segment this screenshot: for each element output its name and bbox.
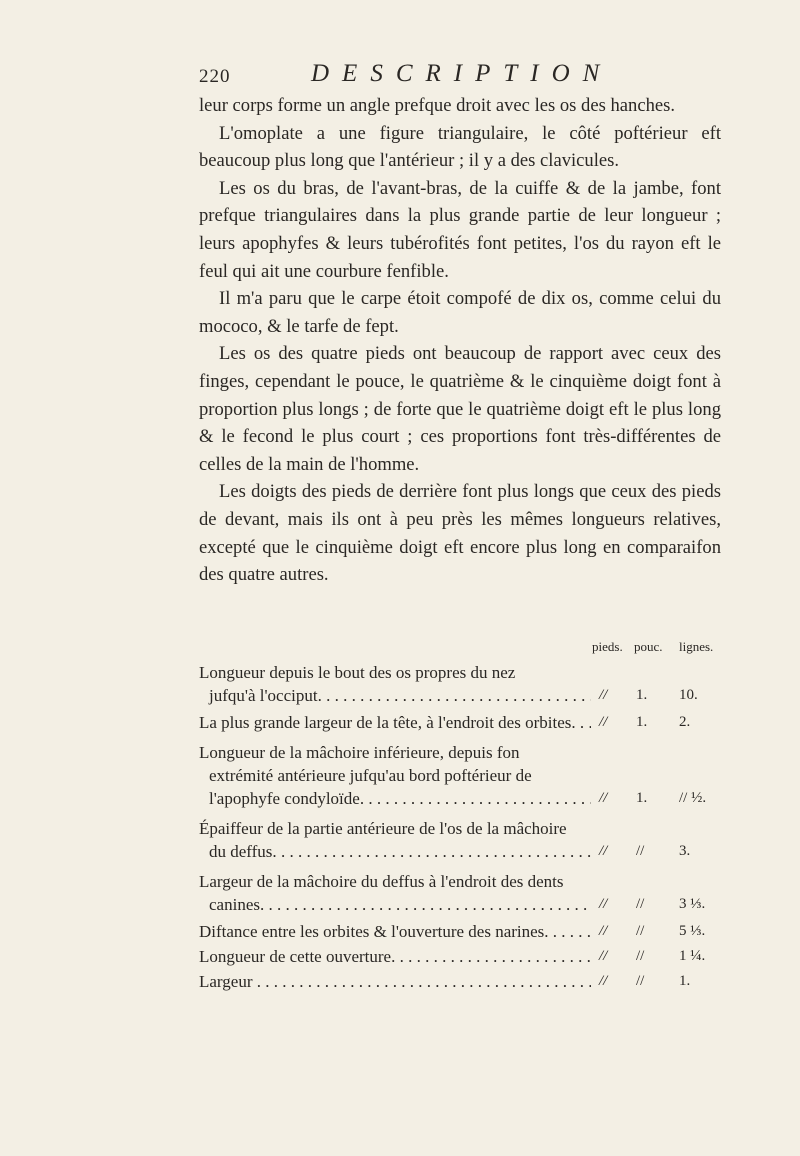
column-header-inches: pouc. [634,639,663,654]
value-feet: // [599,948,608,964]
paragraph: L'omoplate a une figure triangulaire, le côté poftérieur eft beaucoup plus long que l'antérieur ; il y a des clavicules. [199,122,721,172]
value-inches: // [636,843,645,859]
value-lines: 3. [679,843,691,859]
row-label [199,970,591,993]
row-label-line: du deffus. . . . [199,840,591,863]
value-inches: // [636,973,645,989]
table-row [199,817,729,863]
row-label [199,870,591,916]
value-feet: // [599,687,608,703]
value-feet: // [599,843,608,859]
value-feet: // [599,923,608,939]
paragraph: Les doigts des pieds de derrière font plus longs que ceux des pieds de devant, mais ils ont à peu près les mêmes longueurs relatives, excepté que le cinquième doigt eft encore plus long en comparaifon des quatre autres. [199,481,721,586]
value-lines: 3 ⅓. [679,896,706,912]
value-lines: 10. [679,687,698,703]
table-body [199,661,729,993]
value-feet: // [599,973,608,989]
value-inches: 1. [636,687,648,703]
value-feet: // [599,714,608,730]
row-label-line: Diftance entre les orbites & l'ouverture des narines. . . . . [199,920,591,943]
table-row [199,870,729,916]
row-label-line: Largeur . . . [199,970,591,993]
running-header [199,60,719,90]
table-row [199,711,729,734]
value-lines: 1 ¼. [679,948,706,964]
value-inches: // [636,923,645,939]
page-number: 220 [199,66,231,87]
value-feet: // [599,896,608,912]
row-label [199,817,591,863]
body-text [199,92,721,589]
value-lines: 5 ⅓. [679,923,706,939]
value-inches: // [636,948,645,964]
table-row [199,920,729,943]
paragraph: leur corps forme un angle prefque droit avec les os des hanches. [199,95,676,116]
value-lines: 2. [679,714,691,730]
row-label-line: l'apophyfe condyloïde. . . . [199,787,591,810]
row-label [199,741,591,810]
value-lines: 1. [679,973,691,989]
row-label-line: Largeur de la mâchoire du deffus à l'endroit des dents [199,872,564,891]
row-label [199,661,591,707]
running-title: DESCRIPTION [311,60,613,87]
row-label-line: La plus grande largeur de la tête, à l'endroit des orbites. . . . [199,711,591,734]
value-inches: 1. [636,714,648,730]
row-label-line: Longueur depuis le bout des os propres du nez [199,663,516,682]
column-header-lines: lignes. [679,639,714,654]
value-lines: // ½. [679,790,707,806]
row-label [199,920,591,943]
row-label [199,945,591,968]
row-label-line: extrémité antérieure jufqu'au bord poftérieur de [209,766,532,785]
value-inches: 1. [636,790,648,806]
row-label [199,711,591,734]
value-feet: // [599,790,608,806]
row-label-line: canines. . . . [199,893,591,916]
table-row [199,661,729,707]
table-row [199,945,729,968]
paragraph: Les os du bras, de l'avant-bras, de la cuiffe & de la jambe, font prefque triangulaires dans la plus grande partie de leur longueur ; leurs apophyfes & leurs tubérofités font petites, l'os du rayon eft le feul qui ait une courbure fenfible. [199,177,721,282]
table-header [199,639,729,661]
row-label-line: Longueur de la mâchoire inférieure, depuis fon [199,743,520,762]
paragraph: Les os des quatre pieds ont beaucoup de rapport avec ceux des finges, cependant le pouce, le quatrième & le cinquième doigt font à proportion plus longs ; de forte que le quatrième doigt eft le plus long & le fecond le plus court ; ces proportions font très-différentes de celles de la main de l'homme. [199,343,721,475]
value-inches: // [636,896,645,912]
row-label-line: Longueur de cette ouverture. . . . [199,945,591,968]
column-header-feet: pieds. [592,639,623,654]
table-row [199,741,729,810]
paragraph: Il m'a paru que le carpe étoit compofé de dix os, comme celui du mococo, & le tarfe de fept. [199,288,721,337]
measurements-table [199,639,729,993]
row-label-line: jufqu'à l'occiput. . . . . . . [199,684,591,707]
row-label-line: Épaiffeur de la partie antérieure de l'os de la mâchoire [199,819,567,838]
table-row [199,970,729,993]
